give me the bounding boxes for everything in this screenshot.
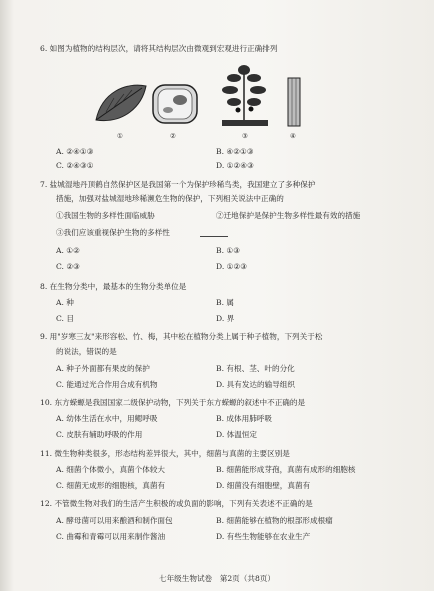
q9-option-d[interactable]: D. 具有发达的输导组织 xyxy=(216,380,295,389)
q10-option-d[interactable]: D. 体温恒定 xyxy=(216,430,258,439)
q7-option-d[interactable]: D. ①②③ xyxy=(216,262,248,271)
question-12-stem: 12. 不管微生物对我们的生活产生积极的或负面的影响，下列有关表述不正确的是 xyxy=(40,499,313,508)
q11-option-a[interactable]: A. 细菌个体微小，真菌个体较大 xyxy=(56,465,166,474)
question-8-stem: 8. 在生物分类中，最基本的生物分类单位是 xyxy=(40,282,187,291)
plant-cell-figure xyxy=(150,82,200,126)
q6-option-a[interactable]: A. ②④①③ xyxy=(56,147,94,156)
q8-option-b[interactable]: B. 属 xyxy=(216,298,235,307)
question-9-stem: 9. 用"岁寒三友"来形容松、竹、梅，其中松在植物分类上属于种子植物，下列关于松 xyxy=(40,332,323,341)
tissue-figure xyxy=(284,76,304,128)
question-7-line2: 措施，加强对盐城湿地珍稀濒危生物的保护，下列相关说法中正确的 xyxy=(56,194,284,203)
q11-option-b[interactable]: B. 细菌能形成芽孢，真菌有成形的细胞核 xyxy=(216,465,356,474)
page-footer: 七年级生物试卷 第2页（共8页） xyxy=(159,574,275,583)
q11-option-d[interactable]: D. 细菌没有细胞壁，真菌有 xyxy=(216,481,311,490)
figure-label-2: ② xyxy=(170,132,176,140)
q9-option-c[interactable]: C. 能通过光合作用合成有机物 xyxy=(56,380,158,389)
q8-option-d[interactable]: D. 界 xyxy=(216,314,235,323)
plant-figure xyxy=(214,60,274,130)
q6-option-b[interactable]: B. ④②①③ xyxy=(216,147,254,156)
q6-option-c[interactable]: C. ②④③① xyxy=(56,161,94,170)
question-6-stem: 6. 如图为植物的结构层次，请将其结构层次由微观到宏观进行正确排列 xyxy=(40,44,278,53)
q10-option-a[interactable]: A. 幼体生活在水中，用鳃呼吸 xyxy=(56,414,158,423)
leaf-figure xyxy=(92,80,150,128)
q7-statement-2: ②迁地保护是保护生物多样性最有效的措施 xyxy=(216,211,361,220)
q7-option-c[interactable]: C. ②③ xyxy=(56,262,80,271)
q8-option-c[interactable]: C. 目 xyxy=(56,314,74,323)
q10-option-b[interactable]: B. 成体用肺呼吸 xyxy=(216,414,272,423)
q10-option-c[interactable]: C. 皮肤有辅助呼吸的作用 xyxy=(56,430,143,439)
q12-option-d[interactable]: D. 有些生物能够在农业生产 xyxy=(216,532,311,541)
q9-option-a[interactable]: A. 种子外面都有果皮的保护 xyxy=(56,364,150,373)
answer-blank-line xyxy=(200,236,228,237)
question-9-line2: 的说法，错误的是 xyxy=(56,347,117,356)
q6-option-d[interactable]: D. ①②④③ xyxy=(216,161,254,170)
figure-label-4: ④ xyxy=(290,132,296,140)
question-10-stem: 10. 东方蝾螈是我国国家二级保护动物，下列关于东方蝾螈的叙述中不正确的是 xyxy=(40,398,306,407)
q8-option-a[interactable]: A. 种 xyxy=(56,298,74,307)
q11-option-c[interactable]: C. 细菌无成形的细胞核，真菌有 xyxy=(56,481,166,490)
figure-label-1: ① xyxy=(117,132,123,140)
q9-option-b[interactable]: B. 有根、茎、叶的分化 xyxy=(216,364,295,373)
q12-option-b[interactable]: B. 细菌能够在植物的根部形成根瘤 xyxy=(216,516,333,525)
figure-label-3: ③ xyxy=(242,132,248,140)
q7-option-b[interactable]: B. ①③ xyxy=(216,246,241,255)
question-11-stem: 11. 微生物种类很多，形态结构差异很大，其中，细菌与真菌的主要区别是 xyxy=(40,449,290,458)
q12-option-a[interactable]: A. 酵母菌可以用来酿酒和制作面包 xyxy=(56,516,173,525)
q7-statement-1: ①我国生物的多样性面临威胁 xyxy=(56,211,155,220)
q12-option-c[interactable]: C. 曲霉和青霉可以用来制作酱油 xyxy=(56,532,166,541)
question-7-stem: 7. 盐城湿地丹顶鹤自然保护区是我国第一个为保护珍稀鸟类，我国建立了多种保护 xyxy=(40,180,316,189)
q7-option-a[interactable]: A. ①② xyxy=(56,246,80,255)
q7-statement-3: ③我们应该重视保护生物的多样性 xyxy=(56,228,170,237)
